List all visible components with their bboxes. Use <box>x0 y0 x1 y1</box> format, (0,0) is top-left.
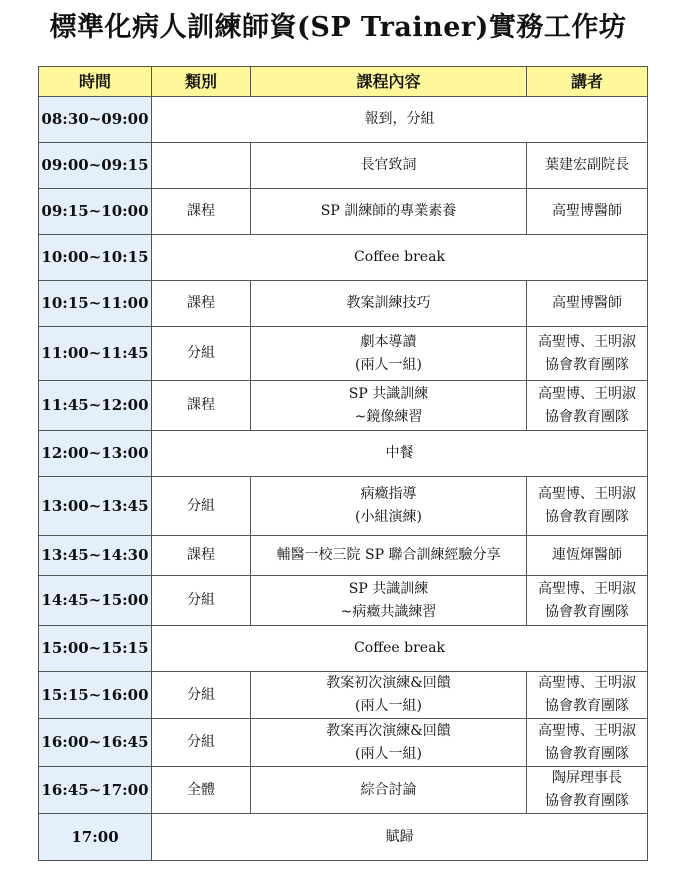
time-cell: 09:00~09:15 <box>39 143 152 189</box>
time-cell: 16:00~16:45 <box>39 719 152 767</box>
content-line: ~病癥共識練習 <box>340 603 437 620</box>
speaker-cell <box>527 189 648 235</box>
schedule-table <box>38 66 648 861</box>
category-cell: 分組 <box>152 477 251 536</box>
speaker-cell <box>527 327 648 381</box>
speaker-line: 高聖博、王明淑 <box>538 385 636 402</box>
time-cell: 12:00~13:00 <box>39 431 152 477</box>
time-cell: 11:00~11:45 <box>39 327 152 381</box>
table-row <box>39 235 648 281</box>
table-row <box>39 719 648 767</box>
content-line: 病癥指導 <box>360 486 417 502</box>
speaker-line: 高聖博、王明淑 <box>538 333 636 350</box>
speaker-cell <box>527 767 648 814</box>
speaker-line: 協會教育團隊 <box>545 408 629 425</box>
merged-cell: 中餐 <box>152 431 648 477</box>
speaker-line: 高聖博、王明淑 <box>538 722 636 739</box>
category-cell: 課程 <box>152 381 251 431</box>
header-speaker: 講者 <box>527 67 648 97</box>
content-cell <box>251 576 527 626</box>
merged-cell: Coffee break <box>152 626 648 672</box>
time-cell: 17:00 <box>39 814 152 861</box>
time-cell: 11:45~12:00 <box>39 381 152 431</box>
speaker-line: 高聖博、王明淑 <box>538 675 636 691</box>
schedule-body <box>39 97 648 861</box>
table-row <box>39 143 648 189</box>
merged-cell: Coffee break <box>152 235 648 281</box>
header-category: 類別 <box>152 67 251 97</box>
content-cell <box>251 536 527 576</box>
header-content: 課程內容 <box>251 67 527 97</box>
table-row <box>39 814 648 861</box>
table-row <box>39 576 648 626</box>
header-row <box>39 67 648 97</box>
content-line: 輔醫一校三院 SP 聯合訓練經驗分享 <box>276 547 501 563</box>
table-row <box>39 536 648 576</box>
content-line: SP 共識訓練 <box>348 580 429 597</box>
table-row <box>39 626 648 672</box>
table-row <box>39 477 648 536</box>
speaker-cell <box>527 576 648 626</box>
category-cell <box>152 143 251 189</box>
speaker-line: 協會教育團隊 <box>545 745 629 762</box>
content-line: 長官致詞 <box>360 157 417 173</box>
content-line: (小組演練) <box>355 509 422 525</box>
content-cell <box>251 381 527 431</box>
speaker-line: 高聖博醫師 <box>552 203 622 219</box>
category-cell: 課程 <box>152 189 251 235</box>
time-cell: 09:15~10:00 <box>39 189 152 235</box>
content-line: (兩人一組) <box>355 356 422 373</box>
table-row <box>39 672 648 719</box>
speaker-line: 協會教育團隊 <box>545 603 629 620</box>
time-cell: 15:00~15:15 <box>39 626 152 672</box>
header-time: 時間 <box>39 67 152 97</box>
merged-cell: 賦歸 <box>152 814 648 861</box>
content-line: 綜合討論 <box>360 781 417 798</box>
table-row <box>39 381 648 431</box>
category-cell: 分組 <box>152 327 251 381</box>
page-title: 標準化病人訓練師資(SP Trainer)實務工作坊 <box>49 12 627 43</box>
category-cell: 分組 <box>152 576 251 626</box>
time-cell: 15:15~16:00 <box>39 672 152 719</box>
table-row <box>39 189 648 235</box>
content-cell <box>251 189 527 235</box>
time-cell: 14:45~15:00 <box>39 576 152 626</box>
content-cell <box>251 143 527 189</box>
content-cell <box>251 327 527 381</box>
speaker-line: 葉建宏副院長 <box>545 157 629 173</box>
table-row <box>39 327 648 381</box>
speaker-cell <box>527 281 648 327</box>
content-line: ~鏡像練習 <box>354 408 423 425</box>
content-line: SP 共識訓練 <box>348 385 429 402</box>
content-line: SP 訓練師的專業素養 <box>320 203 457 219</box>
table-row <box>39 281 648 327</box>
speaker-cell <box>527 381 648 431</box>
content-line: 教案初次演練&回饋 <box>326 675 451 691</box>
content-cell <box>251 767 527 814</box>
speaker-line: 協會教育團隊 <box>545 509 629 525</box>
content-line: 教案訓練技巧 <box>346 295 431 311</box>
table-row <box>39 767 648 814</box>
speaker-line: 協會教育團隊 <box>545 698 629 714</box>
speaker-line: 連恆煇醫師 <box>552 547 622 563</box>
merged-cell: 報到，分組 <box>152 97 648 143</box>
time-cell: 13:00~13:45 <box>39 477 152 536</box>
speaker-line: 協會教育團隊 <box>545 793 629 809</box>
time-cell: 16:45~17:00 <box>39 767 152 814</box>
speaker-cell <box>527 143 648 189</box>
time-cell: 10:00~10:15 <box>39 235 152 281</box>
category-cell: 分組 <box>152 719 251 767</box>
category-cell: 課程 <box>152 536 251 576</box>
content-line: (兩人一組) <box>355 745 422 762</box>
content-line: 劇本導讀 <box>360 333 417 350</box>
content-cell <box>251 672 527 719</box>
speaker-line: 高聖博醫師 <box>552 295 622 311</box>
speaker-line: 高聖博、王明淑 <box>538 580 636 597</box>
category-cell: 全體 <box>152 767 251 814</box>
speaker-cell <box>527 719 648 767</box>
content-line: (兩人一組) <box>355 698 422 714</box>
speaker-cell <box>527 477 648 536</box>
category-cell: 分組 <box>152 672 251 719</box>
time-cell: 08:30~09:00 <box>39 97 152 143</box>
content-cell <box>251 719 527 767</box>
speaker-line: 高聖博、王明淑 <box>538 486 636 502</box>
speaker-cell <box>527 536 648 576</box>
table-row <box>39 97 648 143</box>
category-cell: 課程 <box>152 281 251 327</box>
content-cell <box>251 477 527 536</box>
table-row <box>39 431 648 477</box>
time-cell: 13:45~14:30 <box>39 536 152 576</box>
content-cell <box>251 281 527 327</box>
content-line: 教案再次演練&回饋 <box>326 722 451 739</box>
time-cell: 10:15~11:00 <box>39 281 152 327</box>
speaker-line: 協會教育團隊 <box>545 356 629 373</box>
speaker-cell <box>527 672 648 719</box>
speaker-line: 陶屏理事長 <box>552 770 622 786</box>
